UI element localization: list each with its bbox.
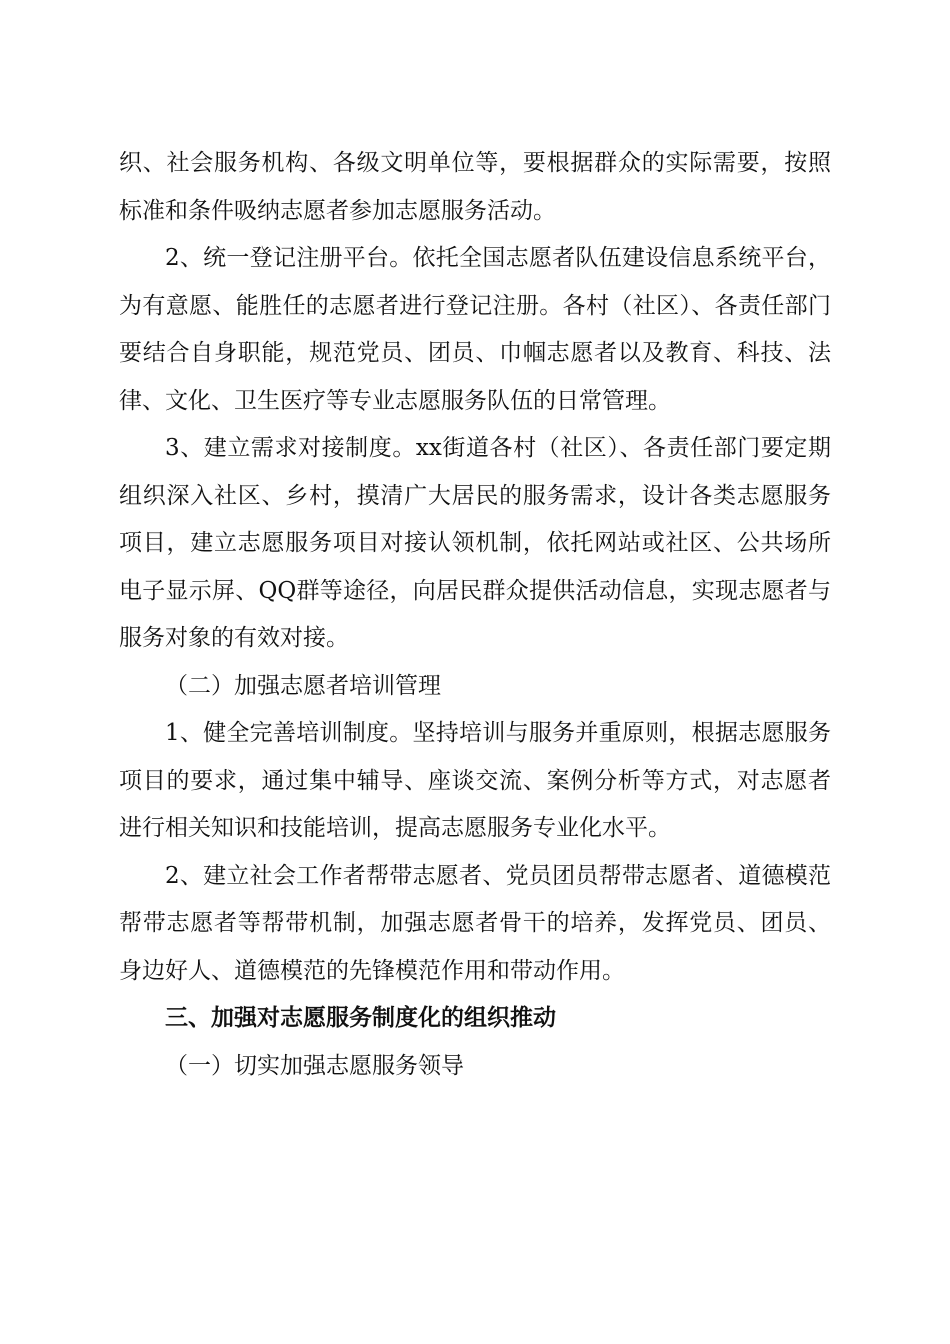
subheading-training-management: （二）加强志愿者培训管理 <box>165 672 441 699</box>
paragraph-registration-platform: 2、统一登记注册平台。依托全国志愿者队伍建设信息系统平台，为有意愿、能胜任的志愿者进行登记注册。各村（社区）、各责任部门要结合自身职能，规范党员、团员、巾帼志愿者以及教育、科技、法律、文化、卫生医疗等专业志愿服务队伍的日常管理。 <box>119 245 831 414</box>
paragraph-continuation: 织、社会服务机构、各级文明单位等，要根据群众的实际需要，按照标准和条件吸纳志愿者参加志愿服务活动。 <box>119 150 831 224</box>
subheading-leadership: （一）切实加强志愿服务领导 <box>165 1052 464 1079</box>
section-heading-organization: 三、加强对志愿服务制度化的组织推动 <box>165 1005 556 1031</box>
paragraph-mentoring-mechanism: 2、建立社会工作者帮带志愿者、党员团员帮带志愿者、道德模范帮带志愿者等帮带机制，加强志愿者骨干的培养，发挥党员、团员、身边好人、道德模范的先锋模范作用和带动作用。 <box>119 862 831 984</box>
document-body <box>119 140 831 1090</box>
paragraph-training-system: 1、健全完善培训制度。坚持培训与服务并重原则，根据志愿服务项目的要求，通过集中辅导、座谈交流、案例分析等方式，对志愿者进行相关知识和技能培训，提高志愿服务专业化水平。 <box>119 720 831 841</box>
paragraph-demand-docking: 3、建立需求对接制度。xx街道各村（社区）、各责任部门要定期组织深入社区、乡村，摸清广大居民的服务需求，设计各类志愿服务项目，建立志愿服务项目对接认领机制，依托网站或社区、公共场所电子显示屏、QQ群等途径，向居民群众提供活动信息，实现志愿者与服务对象的有效对接。 <box>119 435 831 651</box>
